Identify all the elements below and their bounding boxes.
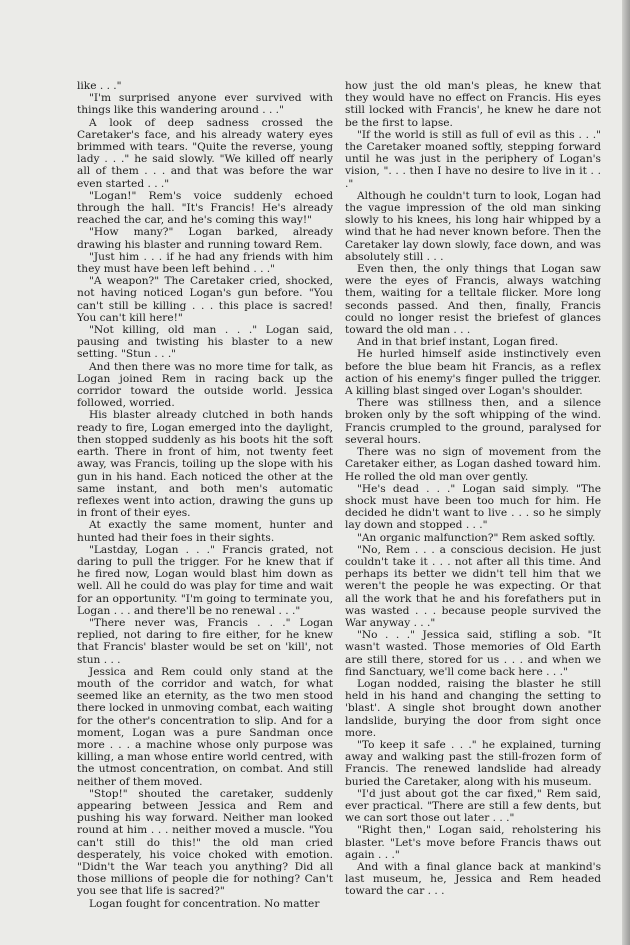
paragraph: A look of deep sadness crossed the Caretaker's face, and his already watery eyes brimmed with tears. "Quite the reverse, young lady . . ." he said slowly. "We killed off nearly all of them . . . and that was before the war even started . . ." — [77, 116, 333, 190]
paragraph: "How many?" Logan barked, already drawing his blaster and running toward Rem. — [77, 226, 333, 251]
paragraph: "An organic malfunction?" Rem asked softly. — [357, 531, 596, 544]
paragraph: And then there was no more time for talk, as Logan joined Rem in racing back up the corridor toward the outside world. Jessica followed, worried. — [77, 360, 333, 410]
paragraph: "If the world is still as full of evil as this . . ." the Caretaker moaned softly, stepping forward until he was just in the periphery of Logan's vision, ". . . then I have no desire to live in it . . ." — [345, 128, 601, 190]
paragraph: There was no sign of movement from the Caretaker either, as Logan dashed toward him. He rolled the old man over gently. — [345, 446, 601, 483]
paragraph: "Not killing, old man . . ." Logan said, pausing and twisting his blaster to a new setting. "Stun . . ." — [77, 324, 333, 361]
paragraph: "A weapon?" The Caretaker cried, shocked, not having noticed Logan's gun before. "You can't still be killing . . . this place is sacred! You can't kill here!" — [77, 275, 333, 324]
paragraph: "Logan!" Rem's voice suddenly echoed through the hall. "It's Francis! He's already reached the car, and he's coming this way!" — [77, 189, 333, 227]
paragraph: At exactly the same moment, hunter and hunted had their foes in their sights. — [77, 519, 333, 544]
paragraph: "There never was, Francis . . ." Logan replied, not daring to fire either, for he knew that Francis' blaster would be set on 'kill', not stun . . . — [77, 616, 333, 666]
paragraph: "Right then," Logan said, reholstering his blaster. "Let's move before Francis thaws out again . . ." — [345, 824, 601, 861]
paragraph: And with a final glance back at mankind's last museum, he, Jessica and Rem headed toward the car . . . — [345, 861, 601, 898]
paragraph: He hurled himself aside instinctively even before the blue beam hit Francis, as a reflex action of his enemy's finger pulled the trigger. A killing blast singed over Logan's shoulder. — [345, 348, 601, 398]
paragraph: "No . . ." Jessica said, stifling a sob. "It wasn't wasted. Those memories of Old Earth are still there, stored for us . . . and when we find Sanctuary, we'll come back here . . ." — [345, 629, 601, 678]
paragraph: Logan fought for concentration. No matter — [89, 897, 320, 910]
page-edge — [622, 0, 630, 945]
paragraph: "He's dead . . ." Logan said simply. "The shock must have been too much for him. He decided he didn't want to live . . . so he simply lay down and stopped . . ." — [345, 482, 601, 532]
paragraph: "Just him . . . if he had any friends with him they must have been left behind . . ." — [77, 250, 333, 276]
paragraph: Although he couldn't turn to look, Logan had the vague impression of the old man sinking slowly to his knees, his long hair whipped by a wind that he had never known before. Then the Caretaker lay down slowly, face down, and was absolutely still . . . — [345, 189, 601, 263]
paragraph: Logan nodded, raising the blaster he still held in his hand and changing the setting to 'blast'. A single shot brought down another landslide, burying the door from sight once more. — [345, 677, 601, 739]
paragraph: "Lastday, Logan . . ." Francis grated, not daring to pull the trigger. For he knew that if he fired now, Logan would blast him down as well. All he could do was play for time and wait for an opportunity. "I'm going to terminate you, Logan . . . and there'll be no renewal . . ." — [77, 543, 333, 617]
paragraph: His blaster already clutched in both hands ready to fire, Logan emerged into the daylight, then stopped suddenly as his boots hit the soft earth. There in front of him, not twenty feet away, was Francis, toiling up the slope with his gun in his hand. Each noticed the other at the same instant, and both men's automatic reflexes went into action, drawing the guns up in front of their eyes. — [77, 409, 333, 520]
paragraph: Jessica and Rem could only stand at the mouth of the corridor and watch, for what seemed like an eternity, as the two men stood there locked in unmoving combat, each waiting for the other's concentration to slip. And for a moment, Logan was a pure Sandman once more . . . a machine whose only purpose was killing, a man whose entire world centred, with the utmost concentration, on combat. And still neither of them moved. — [77, 665, 333, 788]
paragraph: like . . ." — [77, 80, 122, 92]
paragraph: And in that brief instant, Logan fired. — [357, 336, 559, 349]
right-column — [345, 80, 601, 898]
paragraph: how just the old man's pleas, he knew that they would have no effect on Francis. His eyes still locked with Francis', he knew he dare not be the first to lapse. — [345, 80, 601, 129]
paragraph: Even then, the only things that Logan saw were the eyes of Francis, always watching them, waiting for a telltale flicker. More long seconds passed. And then, finally, Francis could no longer resist the briefest of glances toward the old man . . . — [345, 263, 601, 337]
paragraph: "No, Rem . . . a conscious decision. He just couldn't take it . . . not after all this time. And perhaps its better we didn't tell him that we weren't the people he was expecting. Or that all the work that he and his forefathers put in was wasted . . . because people survived the War anyway . . ." — [345, 543, 601, 629]
paragraph: "I'd just about got the car fixed," Rem said, ever practical. "There are still a few dents, but we can sort those out later . . ." — [345, 787, 601, 825]
left-column — [77, 80, 333, 910]
paragraph: "To keep it safe . . ." he explained, turning away and walking past the still-frozen form of Francis. The renewed landslide had already buried the Caretaker, along with his museum. — [345, 738, 601, 788]
paragraph: "I'm surprised anyone ever survived with things like this wandering around . . ." — [77, 92, 333, 117]
paragraph: "Stop!" shouted the caretaker, suddenly appearing between Jessica and Rem and pushing his way forward. Neither man looked round at him . . . neither moved a muscle. "You can't still do this!" the old man cried desperately, his voice choked with emotion. "Didn't the War teach you anything? Did all those millions of people die for nothing? Can't you see that life is sacred?" — [77, 787, 333, 898]
paragraph: There was stillness then, and a silence broken only by the soft whipping of the wind. Francis crumpled to the ground, paralysed for several hours. — [345, 397, 601, 446]
